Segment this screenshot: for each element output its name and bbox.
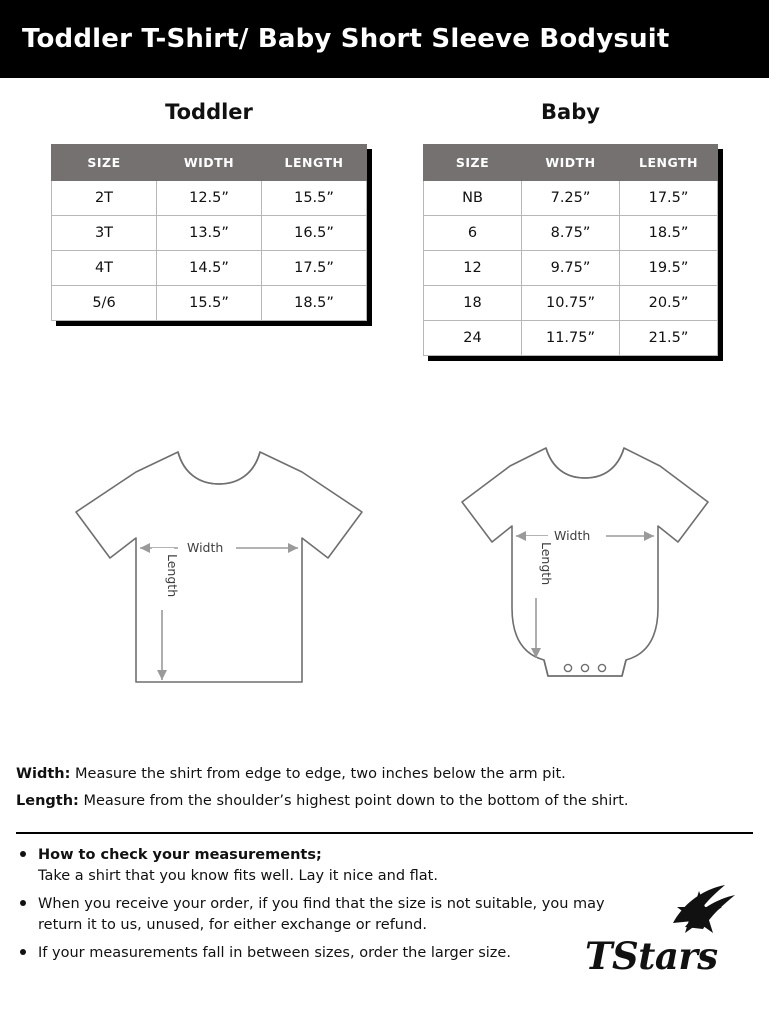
width-note xyxy=(16,765,753,783)
cell-width: 9.75” xyxy=(522,251,620,286)
bullet-dot-icon xyxy=(20,949,26,955)
cell-length: 17.5” xyxy=(620,181,718,216)
measurement-notes xyxy=(16,765,753,819)
bullet-heading: How to check your measurements; xyxy=(38,847,322,863)
snap-button-1 xyxy=(564,664,571,671)
tshirt-outline xyxy=(76,452,362,682)
column-header-size: SIZE xyxy=(424,145,522,181)
cell-length: 21.5” xyxy=(620,321,718,356)
baby-size-table xyxy=(423,144,718,356)
cell-size: 24 xyxy=(424,321,522,356)
list-item xyxy=(16,845,616,887)
table-row xyxy=(52,216,367,251)
table-row xyxy=(424,321,718,356)
brand-logo xyxy=(581,883,751,988)
bullet-text: Take a shirt that you know fits well. Lay it nice and flat. xyxy=(38,868,438,885)
cell-size: 5/6 xyxy=(52,286,157,321)
section-divider xyxy=(16,832,753,834)
table-header-row xyxy=(52,145,367,181)
cell-size: NB xyxy=(424,181,522,216)
cell-size: 18 xyxy=(424,286,522,321)
bullet-text: When you receive your order, if you find that the size is not suitable, you may return it to us, unused, for either exchange or refund. xyxy=(38,896,605,934)
bullet-text: If your measurements fall in between sizes, order the larger size. xyxy=(38,945,511,962)
bodysuit-length-label: Length xyxy=(539,542,554,586)
cell-width: 8.75” xyxy=(522,216,620,251)
cell-length: 16.5” xyxy=(262,216,367,251)
cell-size: 4T xyxy=(52,251,157,286)
table-row xyxy=(424,251,718,286)
bullet-dot-icon xyxy=(20,851,26,857)
cell-size: 12 xyxy=(424,251,522,286)
toddler-table-shadow xyxy=(51,144,367,321)
policy-bullets xyxy=(16,845,616,971)
tshirt-diagram xyxy=(58,430,378,710)
bodysuit-diagram xyxy=(440,430,730,710)
baby-table-caption: Baby xyxy=(541,100,600,124)
header-bar xyxy=(0,0,769,78)
toddler-size-table xyxy=(51,144,367,321)
table-header-row xyxy=(424,145,718,181)
cell-length: 18.5” xyxy=(620,216,718,251)
table-row xyxy=(424,216,718,251)
cell-size: 3T xyxy=(52,216,157,251)
cell-length: 15.5” xyxy=(262,181,367,216)
logo-text: TStars xyxy=(585,934,718,978)
width-note-text: Measure the shirt from edge to edge, two inches below the arm pit. xyxy=(75,766,566,782)
snap-button-2 xyxy=(581,664,588,671)
cell-width: 13.5” xyxy=(157,216,262,251)
snap-button-3 xyxy=(598,664,605,671)
table-row xyxy=(424,181,718,216)
width-note-term: Width: xyxy=(16,766,71,782)
bodysuit-snap-flap xyxy=(544,660,626,676)
column-header-width: WIDTH xyxy=(157,145,262,181)
cell-length: 17.5” xyxy=(262,251,367,286)
page-title: Toddler T-Shirt/ Baby Short Sleeve Bodysuit xyxy=(22,24,670,54)
tshirt-collar xyxy=(178,452,260,484)
bullet-dot-icon xyxy=(20,900,26,906)
column-header-size: SIZE xyxy=(52,145,157,181)
toddler-table-caption: Toddler xyxy=(165,100,253,124)
cell-width: 10.75” xyxy=(522,286,620,321)
garment-diagrams xyxy=(0,430,769,720)
cell-width: 11.75” xyxy=(522,321,620,356)
tshirt-length-label: Length xyxy=(165,554,180,598)
table-row xyxy=(52,251,367,286)
table-row xyxy=(52,181,367,216)
cell-width: 12.5” xyxy=(157,181,262,216)
cell-width: 7.25” xyxy=(522,181,620,216)
cell-length: 18.5” xyxy=(262,286,367,321)
bodysuit-width-label: Width xyxy=(554,528,591,543)
cell-width: 14.5” xyxy=(157,251,262,286)
cell-length: 19.5” xyxy=(620,251,718,286)
baby-table-shadow xyxy=(423,144,718,356)
length-note xyxy=(16,792,753,810)
column-header-length: LENGTH xyxy=(620,145,718,181)
bodysuit-outline xyxy=(462,448,708,676)
size-tables xyxy=(0,100,769,356)
length-note-term: Length: xyxy=(16,793,79,810)
table-row xyxy=(52,286,367,321)
cell-length: 20.5” xyxy=(620,286,718,321)
bodysuit-collar xyxy=(546,448,624,478)
list-item xyxy=(16,894,616,936)
column-header-length: LENGTH xyxy=(262,145,367,181)
cell-size: 6 xyxy=(424,216,522,251)
cell-size: 2T xyxy=(52,181,157,216)
cell-width: 15.5” xyxy=(157,286,262,321)
table-row xyxy=(424,286,718,321)
tshirt-width-label: Width xyxy=(187,540,224,555)
length-note-text: Measure from the shoulder’s highest point down to the bottom of the shirt. xyxy=(83,793,629,810)
list-item xyxy=(16,943,616,964)
baby-table-block xyxy=(423,100,718,356)
toddler-table-block xyxy=(51,100,367,356)
column-header-width: WIDTH xyxy=(522,145,620,181)
